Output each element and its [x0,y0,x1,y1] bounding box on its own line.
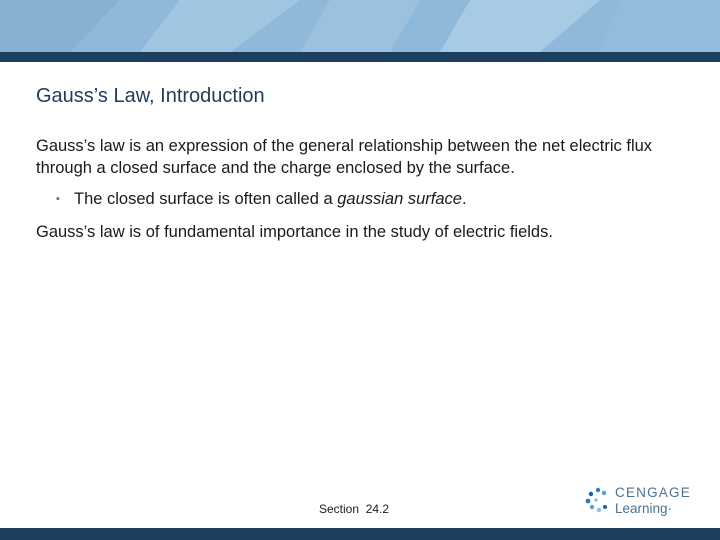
section-label: Section 24.2 [319,502,390,516]
logo-subwordmark: Learning· [615,501,673,516]
bullet-emphasis: gaussian surface [337,190,462,208]
logo-wordmark: CENGAGE [615,485,691,500]
paragraph-importance: Gauss’s law is of fundamental importance in the study of electric fields. [36,223,553,241]
bullet-item [56,188,467,210]
cengage-logo [584,484,694,520]
bullet-marker: ▪ [56,193,60,205]
bullet-text-end: . [461,190,467,208]
bottom-bar [0,528,720,540]
slide-title: Gauss’s Law, Introduction [36,85,265,107]
bullet-text: The closed surface is often called a [74,190,338,208]
paragraph-definition: Gauss’s law is an expression of the general relationship between the net electric flux through a closed surface and the charge enclosed by the surface. [36,137,653,177]
top-banner [0,0,720,62]
cengage-mark-icon [584,486,610,516]
